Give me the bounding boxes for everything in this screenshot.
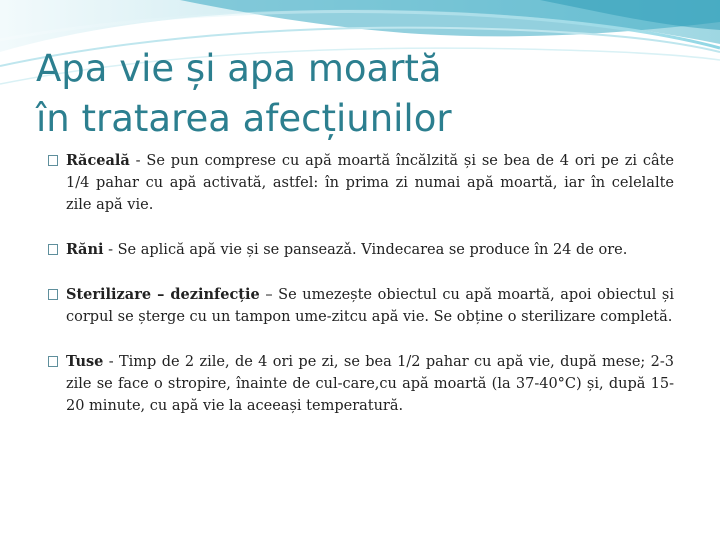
bullet-text: - Se aplică apă vie și se panseazǎ. Vindecarea se produce în 24 de ore. xyxy=(103,242,628,258)
bullet-term: Răceală xyxy=(66,152,130,169)
bullet-term: Tuse xyxy=(66,353,104,370)
slide-title xyxy=(36,44,696,144)
square-bullet-icon xyxy=(48,244,58,255)
bullet-list xyxy=(44,150,674,417)
bullet-raceala xyxy=(44,150,674,216)
title-line-1: Apa vie și apa moartă xyxy=(36,47,442,90)
bullet-text: - Se pun comprese cu apă moartă încălzită și se bea de 4 ori pe zi câte 1/4 pahar cu apă activată, astfel: în prima zi numai apă moartă, iar în celelalte zile apă vie. xyxy=(66,153,674,213)
bullet-tuse xyxy=(44,351,674,417)
bullet-term: Răni xyxy=(66,241,104,258)
title-line-2: în tratarea afecțiunilor xyxy=(36,97,452,140)
bullet-text: - Timp de 2 zile, de 4 ori pe zi, se bea 1/2 pahar cu apă vie, după mese; 2-3 zile se face o stropire, înainte de cul-care,cu apă moartă (la 37-40°C) și, după 15-20 minute, cu apă vie la aceeași temperatură. xyxy=(66,354,674,414)
bullet-sterilizare xyxy=(44,284,674,328)
bullet-term: Sterilizare – dezinfecție xyxy=(66,286,260,303)
square-bullet-icon xyxy=(48,289,58,300)
square-bullet-icon xyxy=(48,356,58,367)
square-bullet-icon xyxy=(48,155,58,166)
bullet-rani xyxy=(44,239,674,261)
bullet-text: – Se umezește obiectul cu apă moartă, apoi obiectul și corpul se șterge cu un tampon ume-zitcu apă vie. Se obține o sterilizare completă. xyxy=(66,287,674,325)
